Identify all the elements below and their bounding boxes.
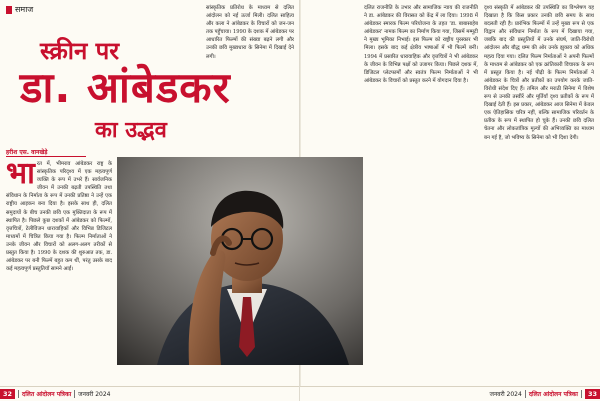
section-label: समाज xyxy=(15,5,34,14)
article-column-mid-top xyxy=(206,4,294,156)
footer-month: जनवरी 2024 xyxy=(78,391,111,398)
article-column-right-a xyxy=(364,4,478,384)
page-number-right: 33 xyxy=(585,389,600,399)
article-text-left: रत में, भीमराव आंबेडकर राष्ट्र के सांस्कृतिक परिदृश्य में एक महत्वपूर्ण व्यक्ति के रूप में उभरे हैं। सार्वजनिक जीवन में उनकी बढ़ती उपस्थिति तथा संविधान के निर्माता के रूप में उनकी प्रतिष्ठा ने उन्हें एक राष्ट्रीय आइकन बना दिया है। इसके साथ ही, दलित समुदायों के बीच उनकी छवि एक मुक्तिदाता के रूप में स्थापित है। पिछले कुछ दशकों में आंबेडकर को फिल्मों, वृत्तचित्रों, टेलीविजन धारावाहिकों और विभिन्न डिजिटल माध्यमों में चित्रित किया गया है। फिल्म निर्माताओं ने उनके जीवन और विचारों को अलग-अलग तरीकों से प्रस्तुत किया है। 1990 के दशक की शुरुआत तक, डा. आंबेडकर पर बनी फिल्में बहुत कम थीं, परंतु उसके बाद कई महत्वपूर्ण प्रस्तुतियाँ सामने आईं। xyxy=(6,161,112,273)
byline: हरीश एस. वानखेड़े xyxy=(6,149,48,156)
article-column-left xyxy=(6,160,112,385)
page-number: 32 xyxy=(0,389,15,399)
drop-cap: भा xyxy=(6,160,35,191)
article-text-right-c: नई पीढ़ी के फिल्म निर्माताओं ने आंबेडकर के चित्रों और प्रतीकों का उपयोग करके जाति-विरोधी संदेश दिए हैं। तमिल और मराठी सिनेमा में विशेष रूप से उनकी तस्वीरें और मूर्तियाँ दृश्य प्रतीकों के रूप में दिखाई देती हैं। इस प्रकार, आंबेडकर आज सिनेमा में केवल एक ऐतिहासिक चरित्र नहीं, बल्कि सामाजिक परिवर्तन के प्रतीक के रूप में स्थापित हो चुके हैं। उनकी छवि दलित चेतना और लोकतांत्रिक मूल्यों की अभिव्यक्ति का माध्यम बन गई है, जो भविष्य के सिनेमा को भी दिशा देगी। xyxy=(484,69,594,141)
section-marker-icon xyxy=(6,6,12,14)
article-column-right-b xyxy=(484,4,594,384)
headline-line-2: डा. आंबेडकर xyxy=(20,63,231,112)
footer-magazine-right: दलित आंदोलन पत्रिका xyxy=(528,391,578,398)
footer-right xyxy=(300,386,600,401)
byline-rule xyxy=(6,156,86,157)
headline-line-1: स्क्रीन पर xyxy=(40,37,120,65)
headline-line-3: का उद्भव xyxy=(95,118,167,143)
article-text-right-b: दृश्य संस्कृति में आंबेडकर की उपस्थिति का विश्लेषण यह दिखाता है कि किस प्रकार उनकी छवि समय के साथ बदलती रही है। प्रारंभिक फिल्मों में उन्हें मुख्य रूप से एक विद्वान और संविधान निर्माता के रूप में दिखाया गया, जबकि बाद की प्रस्तुतियों में उनके संघर्ष, जाति-विरोधी आंदोलन और बौद्ध धम्म की ओर उनके झुकाव को अधिक महत्व दिया गया। दलित फिल्म निर्माताओं ने अपनी फिल्मों के माध्यम से आंबेडकर को एक क्रांतिकारी विचारक के रूप में प्रस्तुत किया है। xyxy=(484,5,594,76)
footer-left xyxy=(0,386,300,401)
footer-month-right: जनवरी 2024 xyxy=(489,391,522,398)
section-tag xyxy=(6,4,33,15)
article-text-mid-top: सांस्कृतिक प्रतिरोध के माध्यम से दलित आंदोलन को नई ऊर्जा मिली। दलित साहित्य और कला ने आंबेडकर के विचारों को जन-जन तक पहुँचाया। 1990 के दशक में आंबेडकर पर आधारित फिल्मों की संख्या बढ़ने लगी और उनकी छवि मुख्यधारा के सिनेमा में दिखाई देने लगी। xyxy=(206,5,294,60)
portrait-image xyxy=(117,157,363,365)
article-text-right-a: दलित राजनीति के उभार और सामाजिक न्याय की राजनीति ने डा. आंबेडकर की विरासत को केंद्र में ला दिया। 1998 में आंबेडकर स्मारक फिल्म परियोजना के तहत 'डा. बाबासाहेब आंबेडकर' नामक फिल्म का निर्माण किया गया, जिसमें मम्मूटी ने मुख्य भूमिका निभाई। इस फिल्म को राष्ट्रीय पुरस्कार भी मिला। इसके बाद कई क्षेत्रीय भाषाओं में भी फिल्में बनीं। 1994 में प्रसारित धारावाहिक और वृत्तचित्रों ने भी आंबेडकर के जीवन के विभिन्न पक्षों को उजागर किया। पिछले दशक में, डिजिटल प्लेटफार्मों और स्वतंत्र फिल्म निर्माताओं ने भी आंबेडकर के विचारों को प्रस्तुत करने में योगदान दिया है। xyxy=(364,5,478,84)
footer-magazine: दलित आंदोलन पत्रिका xyxy=(22,391,72,398)
